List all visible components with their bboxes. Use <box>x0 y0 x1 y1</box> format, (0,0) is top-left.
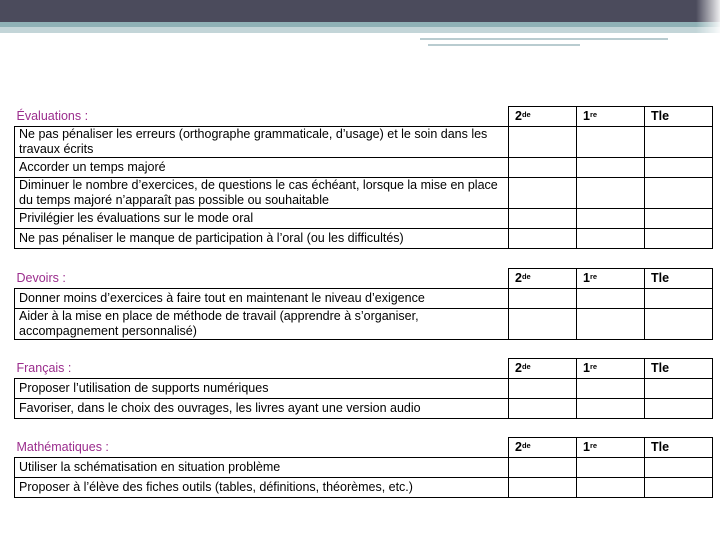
row-label: Utiliser la schématisation en situation problème <box>15 458 509 478</box>
checkbox-cell-terminale[interactable] <box>645 309 713 340</box>
section-title: Évaluations : <box>15 107 509 127</box>
checkbox-cell-terminale[interactable] <box>645 158 713 178</box>
checkbox-cell-premiere[interactable] <box>577 127 645 158</box>
checkbox-cell-premiere[interactable] <box>577 178 645 209</box>
table-row <box>15 379 713 399</box>
checkbox-cell-seconde[interactable] <box>509 478 577 498</box>
section-title: Mathématiques : <box>15 438 509 458</box>
row-label: Aider à la mise en place de méthode de travail (apprendre à s’organiser, accompagnement personnalisé) <box>15 309 509 340</box>
checkbox-cell-premiere[interactable] <box>577 158 645 178</box>
col-header-seconde: 2de <box>509 359 577 379</box>
checkbox-cell-terminale[interactable] <box>645 178 713 209</box>
col-header-terminale: Tle <box>645 359 713 379</box>
slide-corner-fade <box>696 0 720 50</box>
checkbox-cell-terminale[interactable] <box>645 458 713 478</box>
evaluations-table <box>14 106 713 249</box>
table-row <box>15 127 713 158</box>
checkbox-cell-seconde[interactable] <box>509 309 577 340</box>
row-label: Proposer à l’élève des fiches outils (tables, définitions, théorèmes, etc.) <box>15 478 509 498</box>
col-header-premiere: 1re <box>577 269 645 289</box>
checkbox-cell-terminale[interactable] <box>645 478 713 498</box>
checkbox-cell-terminale[interactable] <box>645 127 713 158</box>
section-title: Devoirs : <box>15 269 509 289</box>
decor-stripe <box>428 44 580 46</box>
col-header-premiere: 1re <box>577 438 645 458</box>
checkbox-cell-seconde[interactable] <box>509 178 577 209</box>
row-label: Privilégier les évaluations sur le mode oral <box>15 209 509 229</box>
table-header-row <box>15 269 713 289</box>
table-row <box>15 399 713 419</box>
col-header-terminale: Tle <box>645 438 713 458</box>
checkbox-cell-premiere[interactable] <box>577 458 645 478</box>
table-row <box>15 289 713 309</box>
checkbox-cell-seconde[interactable] <box>509 458 577 478</box>
slide-top-bar <box>0 0 720 22</box>
col-header-terminale: Tle <box>645 107 713 127</box>
table-row <box>15 229 713 249</box>
table-row <box>15 158 713 178</box>
checkbox-cell-seconde[interactable] <box>509 209 577 229</box>
table-row <box>15 178 713 209</box>
row-label: Donner moins d’exercices à faire tout en maintenant le niveau d’exigence <box>15 289 509 309</box>
table-header-row <box>15 359 713 379</box>
checkbox-cell-premiere[interactable] <box>577 289 645 309</box>
row-label: Ne pas pénaliser les erreurs (orthographe grammaticale, d’usage) et le soin dans les travaux écrits <box>15 127 509 158</box>
checkbox-cell-terminale[interactable] <box>645 209 713 229</box>
devoirs-table <box>14 268 713 340</box>
checkbox-cell-premiere[interactable] <box>577 399 645 419</box>
table-row <box>15 209 713 229</box>
row-label: Diminuer le nombre d’exercices, de questions le cas échéant, lorsque la mise en place du temps majoré n’apparaît pas possible ou souhaitable <box>15 178 509 209</box>
row-label: Accorder un temps majoré <box>15 158 509 178</box>
col-header-terminale: Tle <box>645 269 713 289</box>
checkbox-cell-premiere[interactable] <box>577 309 645 340</box>
checkbox-cell-premiere[interactable] <box>577 478 645 498</box>
checkbox-cell-seconde[interactable] <box>509 158 577 178</box>
checkbox-cell-terminale[interactable] <box>645 379 713 399</box>
table-row <box>15 478 713 498</box>
checkbox-cell-premiere[interactable] <box>577 379 645 399</box>
checkbox-cell-seconde[interactable] <box>509 127 577 158</box>
table-row <box>15 309 713 340</box>
checkbox-cell-terminale[interactable] <box>645 399 713 419</box>
mathematiques-table <box>14 437 713 498</box>
col-header-seconde: 2de <box>509 269 577 289</box>
checkbox-cell-seconde[interactable] <box>509 289 577 309</box>
decor-stripe <box>420 38 668 40</box>
checkbox-cell-premiere[interactable] <box>577 229 645 249</box>
checkbox-cell-terminale[interactable] <box>645 289 713 309</box>
table-header-row <box>15 438 713 458</box>
row-label: Favoriser, dans le choix des ouvrages, les livres ayant une version audio <box>15 399 509 419</box>
col-header-premiere: 1re <box>577 107 645 127</box>
table-row <box>15 458 713 478</box>
row-label: Proposer l’utilisation de supports numériques <box>15 379 509 399</box>
checkbox-cell-seconde[interactable] <box>509 379 577 399</box>
section-title: Français : <box>15 359 509 379</box>
row-label: Ne pas pénaliser le manque de participation à l’oral (ou les difficultés) <box>15 229 509 249</box>
col-header-premiere: 1re <box>577 359 645 379</box>
checkbox-cell-seconde[interactable] <box>509 399 577 419</box>
col-header-seconde: 2de <box>509 107 577 127</box>
checkbox-cell-premiere[interactable] <box>577 209 645 229</box>
col-header-seconde: 2de <box>509 438 577 458</box>
checkbox-cell-terminale[interactable] <box>645 229 713 249</box>
francais-table <box>14 358 713 419</box>
table-header-row <box>15 107 713 127</box>
checkbox-cell-seconde[interactable] <box>509 229 577 249</box>
slide-accent-band-light <box>0 27 720 33</box>
